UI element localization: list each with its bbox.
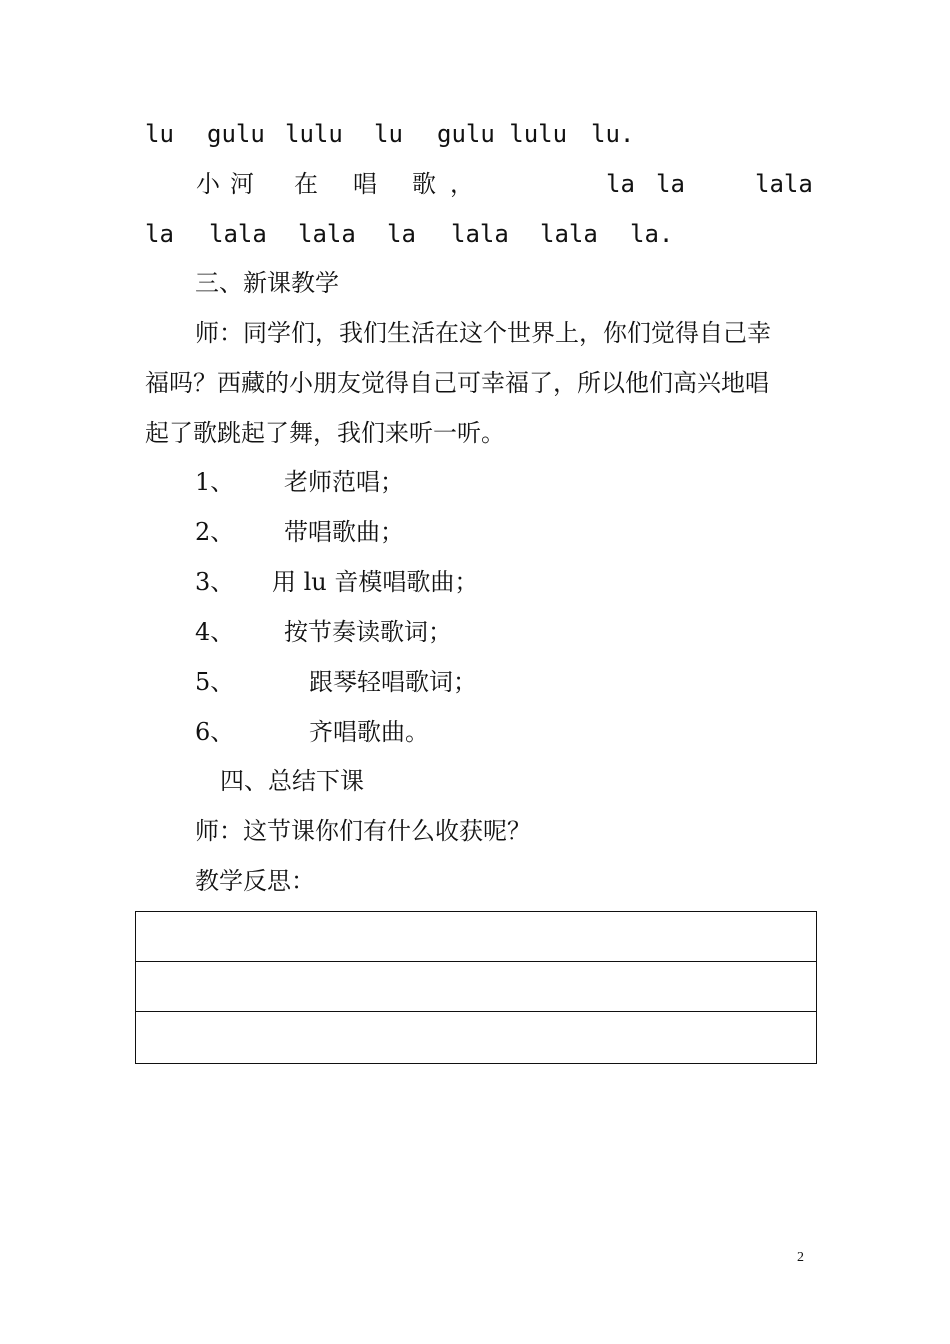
lyric-token: 在 (294, 170, 318, 198)
paragraph-line: 起了歌跳起了舞，我们来听一听。 (145, 419, 505, 447)
lyric-token: 歌 (412, 170, 436, 198)
reflection-row[interactable] (136, 1012, 816, 1062)
paragraph-line: 福吗？西藏的小朋友觉得自己可幸福了，所以他们高兴地唱 (145, 369, 769, 397)
list-item-number: 2、 (195, 518, 235, 546)
list-item-number: 6、 (195, 718, 235, 746)
lyric-token: gulu lulu (437, 120, 568, 148)
lyric-line-3 (0, 219, 950, 489)
lyric-token: lala (755, 170, 813, 198)
list-item-text: 按节奏读歌词； (284, 618, 452, 646)
lyric-token: lala (451, 220, 509, 248)
lyric-token: lala (298, 220, 356, 248)
reflection-table (135, 911, 817, 1064)
list-item-text: 跟琴轻唱歌词； (309, 668, 477, 696)
reflection-row[interactable] (136, 912, 816, 962)
list-item-text: 齐唱歌曲。 (309, 718, 429, 746)
reflection-label: 教学反思： (195, 867, 315, 895)
list-item-number: 5、 (195, 668, 235, 696)
lyric-token: lala (209, 220, 267, 248)
lyric-token: la (606, 170, 635, 198)
page-number: 2 (797, 1250, 804, 1265)
lyric-token: lala (540, 220, 598, 248)
lyric-token: la (656, 170, 685, 198)
teacher-question: 师：这节课你们有什么收获呢？ (195, 817, 531, 845)
lyric-token: 小 (196, 170, 220, 198)
lyric-token: ， (450, 170, 474, 198)
reflection-row[interactable] (136, 962, 816, 1012)
lyric-token: lu. (591, 120, 635, 148)
list-item-number: 4、 (195, 618, 235, 646)
lyric-token: 唱 (353, 170, 377, 198)
list-item-text: 老师范唱； (284, 468, 404, 496)
lyric-token: gulu (207, 120, 265, 148)
lyric-token: 河 (230, 170, 254, 198)
lyric-token: la (145, 220, 174, 248)
lyric-token: lu (374, 120, 403, 148)
lyric-token: lu (145, 120, 174, 148)
lyric-token: la. (630, 220, 674, 248)
list-item-text: 用 lu 音模唱歌曲； (272, 568, 479, 596)
section-heading-new-lesson: 三、新课教学 (195, 269, 339, 297)
lyric-token: la (387, 220, 416, 248)
paragraph-line: 师：同学们，我们生活在这个世界上，你们觉得自己幸 (195, 319, 771, 347)
list-item-text: 带唱歌曲； (284, 518, 404, 546)
section-heading-summary: 四、总结下课 (220, 767, 364, 795)
list-item-number: 3、 (195, 568, 235, 596)
lyric-token: lulu (285, 120, 343, 148)
list-item-number: 1、 (195, 468, 235, 496)
